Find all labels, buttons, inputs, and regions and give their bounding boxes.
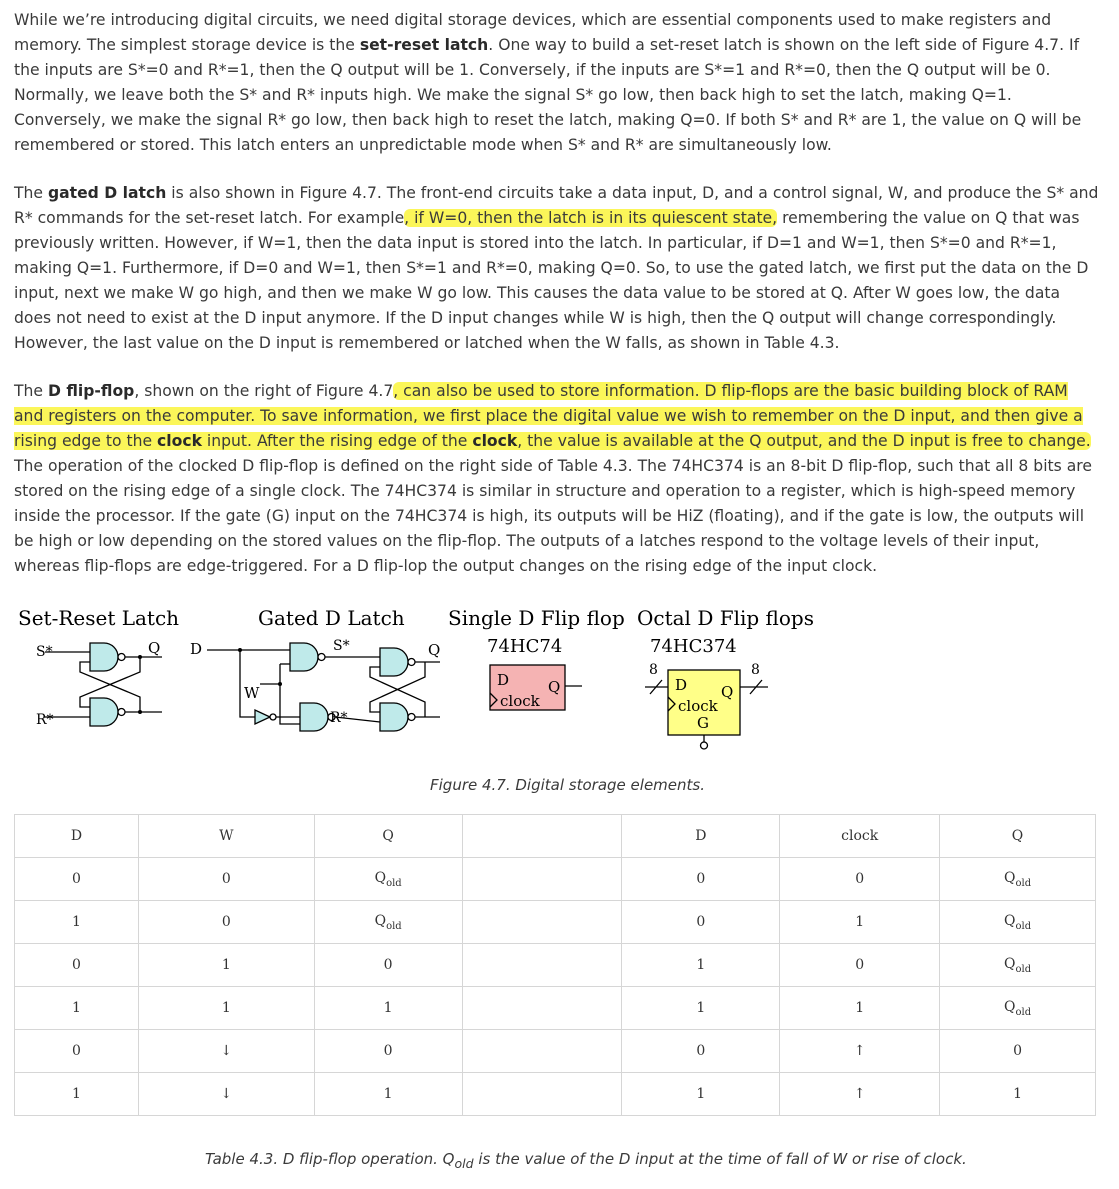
cell-q2 bbox=[940, 901, 1096, 944]
p3-highlight-text-3: , the value is available at the Q output, and the D input is free to change. bbox=[517, 432, 1091, 450]
cell-q2: 1 bbox=[940, 1073, 1096, 1116]
title-single-d-flip-flop: Single D Flip flop bbox=[448, 606, 625, 630]
gated-nand-s bbox=[290, 643, 325, 671]
p3-highlight-text-2: input. After the rising edge of the bbox=[201, 432, 473, 450]
chip-74hc374-label: 74HC374 bbox=[650, 636, 737, 657]
sr-r-label: R* bbox=[36, 712, 54, 728]
cell-d2: 1 bbox=[622, 1073, 780, 1116]
q-old-sub: old bbox=[1015, 1006, 1032, 1018]
q-old-sub: old bbox=[386, 877, 402, 889]
gated-d-latch-circuit bbox=[190, 638, 440, 731]
octal-flip-flop-symbol bbox=[645, 662, 768, 749]
table-row bbox=[15, 944, 1096, 987]
q-old-main: Q bbox=[374, 912, 387, 929]
q-old-sub: old bbox=[1015, 877, 1032, 889]
single-flip-flop-symbol bbox=[490, 665, 582, 710]
cell-d: 0 bbox=[15, 1030, 139, 1073]
cell-q: 1 bbox=[314, 987, 462, 1030]
table-caption bbox=[205, 1150, 967, 1171]
table-row bbox=[15, 858, 1096, 901]
table-caption-post: is the value of the D input at the time of fall of W or rise of clock. bbox=[473, 1150, 967, 1168]
header-d-latch: D bbox=[15, 815, 139, 858]
table-row bbox=[15, 1030, 1096, 1073]
sr-nand-top bbox=[90, 643, 125, 671]
cell-q2 bbox=[940, 858, 1096, 901]
octal-bus-out-label: 8 bbox=[751, 662, 760, 678]
paragraph-d-flip-flop bbox=[14, 379, 1099, 579]
cell-clock: 1 bbox=[780, 987, 940, 1030]
cell-q2 bbox=[940, 987, 1096, 1030]
p3-text-2: , shown on the right of Figure 4.7 bbox=[134, 382, 394, 400]
cell-d: 1 bbox=[15, 901, 139, 944]
cell-clock: ↑ bbox=[780, 1030, 940, 1073]
gated-r-label: R* bbox=[330, 710, 348, 726]
cell-spacer bbox=[462, 858, 622, 901]
octal-bus-in-label: 8 bbox=[649, 662, 658, 678]
header-q-flipflop: Q bbox=[940, 815, 1096, 858]
cell-d2: 0 bbox=[622, 901, 780, 944]
header-clock: clock bbox=[780, 815, 940, 858]
single-clock-label: clock bbox=[500, 692, 540, 710]
single-q-label: Q bbox=[548, 678, 561, 696]
gated-inverter bbox=[255, 710, 270, 724]
cell-spacer bbox=[462, 944, 622, 987]
q-old-main: Q bbox=[1003, 998, 1016, 1015]
p1-text-3: S*=0 and R*=1, then the Q output will be 1. Conversely, if the inputs are S*=1 and R*=0, then the Q output will be 0. Normally, we leave both the S* and R* inputs high. We make the signal S* go low, then back high to set the latch, making Q=1. Conversely, we make the signal R* go low, then back high to reset the latch, making Q=0. If both S* and R* are 1, the value on Q will be remembered or stored. This latch enters an unpredictable mode when S* and R* are simultaneously low. bbox=[14, 61, 1082, 154]
cell-q bbox=[314, 858, 462, 901]
cell-spacer bbox=[462, 901, 622, 944]
cell-w: 0 bbox=[138, 901, 314, 944]
paragraph-set-reset-latch bbox=[14, 8, 1099, 158]
cell-q: 1 bbox=[314, 1073, 462, 1116]
p1-text-2: . One way to build a set-reset latch is shown on the left side of Figure 4.7. If the inputs are bbox=[14, 36, 1080, 79]
sr-q-label: Q bbox=[148, 639, 161, 657]
chip-74hc74-label: 74HC74 bbox=[487, 636, 563, 657]
title-octal-d-flip-flops: Octal D Flip flops bbox=[637, 606, 814, 630]
octal-d-label: D bbox=[675, 676, 688, 694]
cell-q: 0 bbox=[314, 944, 462, 987]
cell-spacer bbox=[462, 1030, 622, 1073]
cell-q: 0 bbox=[314, 1030, 462, 1073]
p1-bold-term: set-reset latch bbox=[359, 36, 489, 54]
sr-s-label: S* bbox=[36, 644, 53, 660]
paragraph-gated-d-latch bbox=[14, 181, 1099, 356]
figure-digital-storage bbox=[0, 600, 1119, 800]
q-old-sub: old bbox=[1015, 920, 1032, 932]
cell-clock: 0 bbox=[780, 858, 940, 901]
p3-highlight-bold-2: clock bbox=[472, 432, 518, 450]
table-row bbox=[15, 987, 1096, 1030]
cell-q bbox=[314, 901, 462, 944]
table-caption-sub: old bbox=[454, 1156, 474, 1171]
truth-table bbox=[14, 814, 1096, 1116]
cell-clock: 1 bbox=[780, 901, 940, 944]
octal-g-label: G bbox=[697, 714, 709, 732]
p3-text-3: The operation of the clocked D flip-flop is defined on the right side of Table 4.3. The 74HC374 is an 8-bit D flip-flop, such that all 8 bits are stored on the rising edge of a single clock. The 74HC374 is similar in structure and operation to a register, which is high-speed memory inside the processor. If the gate (G) input on the 74HC374 is high, its outputs will be HiZ (floating), and if the gate is low, the outputs will be high or low depending on the stored values on the flip-flop. The outputs of a latches respond to the voltage levels of their input, whereas flip-flops are edge-triggered. For a D flip-lop the output changes on the rising edge of the input clock. bbox=[14, 457, 1092, 575]
cell-spacer bbox=[462, 1073, 622, 1116]
table-row bbox=[15, 1073, 1096, 1116]
cell-clock: 0 bbox=[780, 944, 940, 987]
gated-latch-nand-top bbox=[380, 648, 415, 676]
p3-bold-term: D flip-flop bbox=[47, 382, 135, 400]
p1-text-1: While we’re introducing digital circuits, we need digital storage devices, which are essential components used to make registers and memory. The simplest storage device is the bbox=[14, 11, 1052, 54]
gated-w-label: W bbox=[244, 684, 260, 702]
cell-d2: 0 bbox=[622, 1030, 780, 1073]
storage-elements-diagram bbox=[0, 600, 1119, 800]
sr-nand-bottom bbox=[90, 698, 125, 726]
p3-text-1: The bbox=[14, 382, 48, 400]
cell-d2: 0 bbox=[622, 858, 780, 901]
table-body bbox=[15, 858, 1096, 1116]
cell-w: 0 bbox=[138, 858, 314, 901]
q-old-main: Q bbox=[1003, 912, 1016, 929]
cell-spacer bbox=[462, 987, 622, 1030]
gated-s-label: S* bbox=[333, 638, 350, 654]
p2-highlight: , if W=0, then the latch is in its quiescent state, bbox=[404, 209, 778, 227]
header-w: W bbox=[138, 815, 314, 858]
cell-d: 1 bbox=[15, 1073, 139, 1116]
header-d-flipflop: D bbox=[622, 815, 780, 858]
p3-highlight-bold-1: clock bbox=[157, 432, 202, 450]
cell-d2: 1 bbox=[622, 944, 780, 987]
q-old-main: Q bbox=[1003, 955, 1016, 972]
cell-w: 1 bbox=[138, 987, 314, 1030]
cell-d: 0 bbox=[15, 944, 139, 987]
p2-bold-term: gated D latch bbox=[47, 184, 167, 202]
cell-d2: 1 bbox=[622, 987, 780, 1030]
cell-w: ↓ bbox=[138, 1073, 314, 1116]
q-old-main: Q bbox=[1003, 869, 1016, 886]
cell-w: 1 bbox=[138, 944, 314, 987]
gated-d-label: D bbox=[190, 640, 203, 658]
figure-caption: Figure 4.7. Digital storage elements. bbox=[430, 776, 705, 794]
p3-highlight-text-1: , can also be used to store information. D flip-flops are the basic building block of RAM and registers on the computer. To save information, we first place the digital value we wish to remember on the D input, and then give a rising edge to the bbox=[14, 382, 1083, 450]
cell-q2 bbox=[940, 944, 1096, 987]
table-row bbox=[15, 901, 1096, 944]
table-header-row bbox=[15, 815, 1096, 858]
cell-d: 0 bbox=[15, 858, 139, 901]
cell-w: ↓ bbox=[138, 1030, 314, 1073]
q-old-sub: old bbox=[386, 920, 402, 932]
octal-q-label: Q bbox=[721, 683, 734, 701]
title-set-reset-latch: Set-Reset Latch bbox=[18, 606, 180, 630]
octal-clock-label: clock bbox=[678, 697, 718, 715]
p2-text-1: The bbox=[14, 184, 48, 202]
q-old-main: Q bbox=[374, 869, 387, 886]
p2-text-3: remembering the value on Q that was previously written. However, if W=1, then the data input is stored into the latch. In particular, if D=1 and W=1, then S*=0 and R*=1, making Q=1. Furthermore, if D=0 and W=1, then S*=1 and R*=0, making Q=0. So, to use the gated latch, we first put the data on the D input, next we make W go high, and then we make W go low. This causes the data value to be stored at Q. After W goes low, the data does not need to exist at the D input anymore. If the D input changes while W is high, then the Q output will change correspondingly. However, the last value on the D input is remembered or latched when the W falls, as shown in Table 4.3. bbox=[14, 209, 1089, 352]
title-gated-d-latch: Gated D Latch bbox=[258, 606, 405, 630]
cell-q2: 0 bbox=[940, 1030, 1096, 1073]
gated-latch-nand-bottom bbox=[380, 703, 415, 731]
sr-latch-circuit bbox=[36, 639, 162, 728]
p2-text-2: is also shown in Figure 4.7. The front-end circuits take a data input, D, and a control signal, W, and produce the S* and R* commands for the set-reset latch. For example bbox=[14, 184, 1099, 227]
header-q-latch: Q bbox=[314, 815, 462, 858]
single-d-label: D bbox=[497, 671, 510, 689]
q-old-sub: old bbox=[1015, 963, 1032, 975]
table-caption-pre: Table 4.3. D flip-flop operation. Q bbox=[205, 1150, 455, 1168]
cell-clock: ↑ bbox=[780, 1073, 940, 1116]
cell-d: 1 bbox=[15, 987, 139, 1030]
gated-q-label: Q bbox=[428, 641, 441, 659]
header-spacer bbox=[462, 815, 622, 858]
